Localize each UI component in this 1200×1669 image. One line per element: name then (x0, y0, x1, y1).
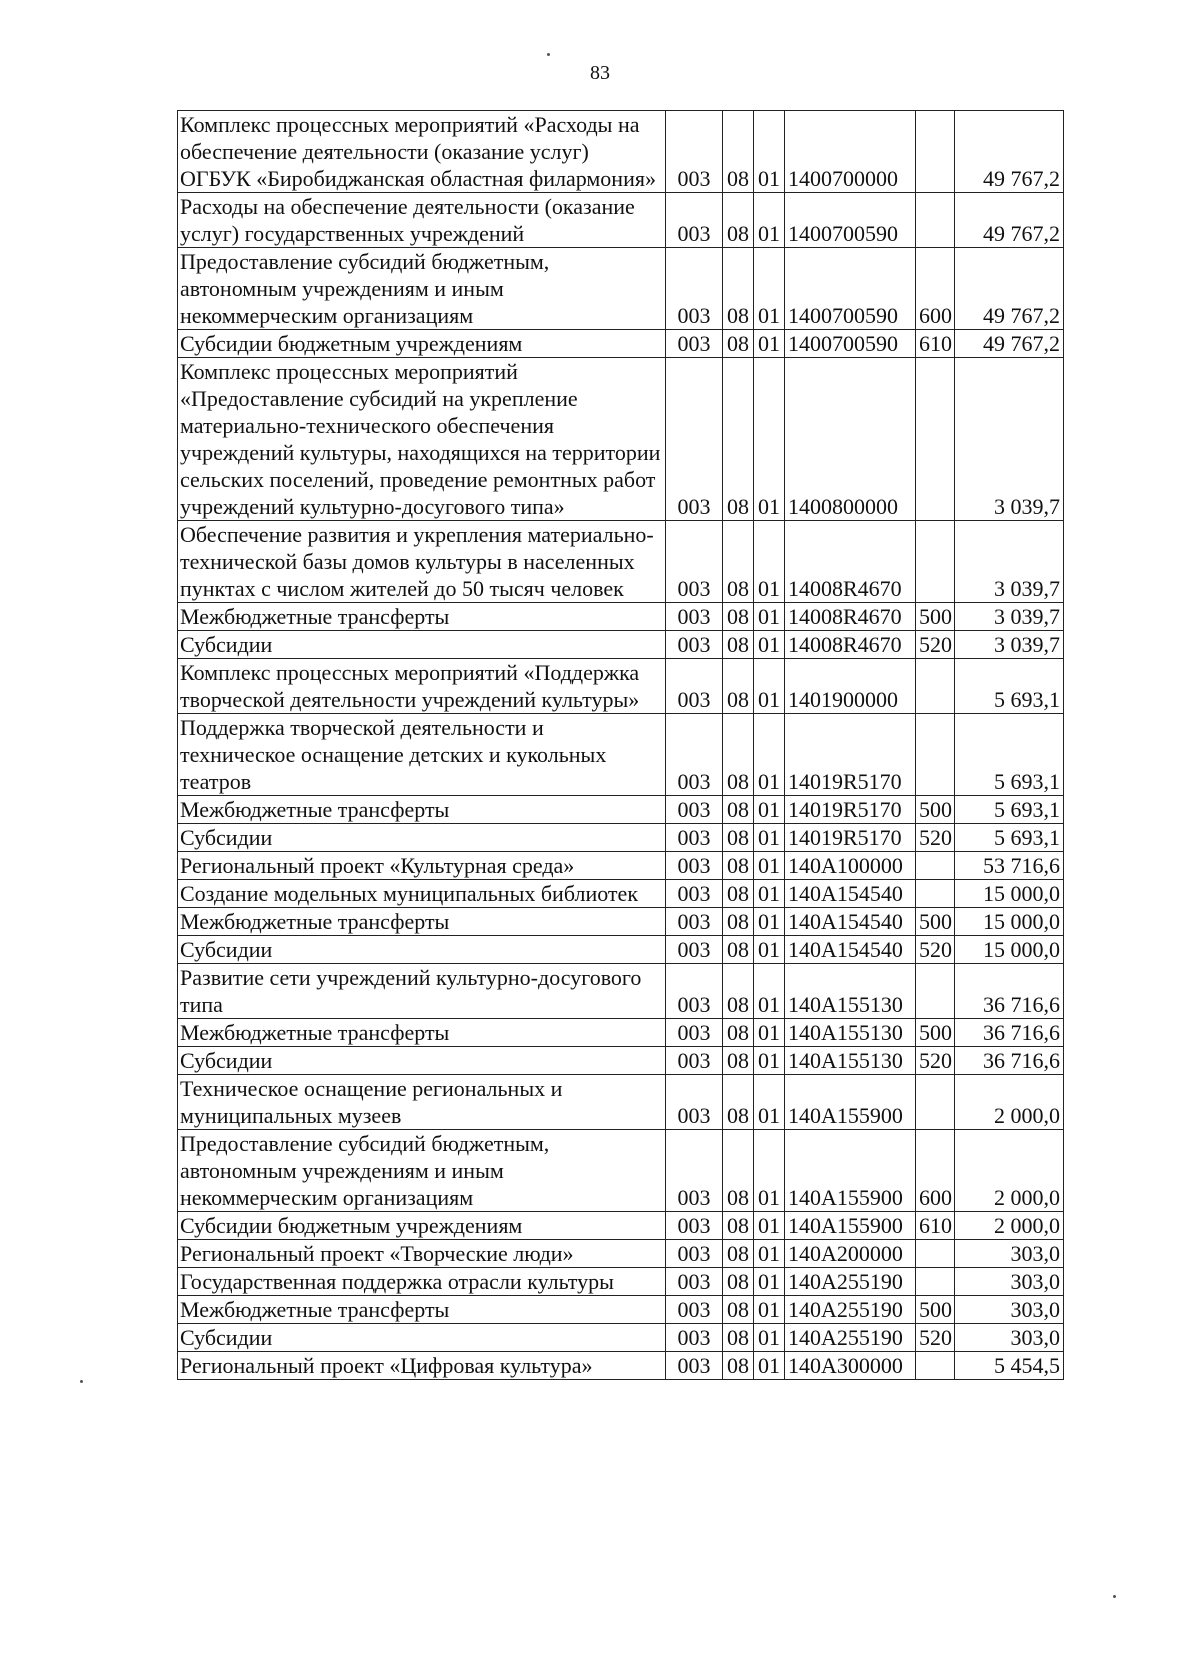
row-expense-type: 500 (916, 1296, 955, 1324)
row-subsection-code: 01 (754, 824, 785, 852)
row-section-code: 08 (723, 631, 754, 659)
row-target-article: 140A155900 (785, 1075, 916, 1130)
table-row (178, 964, 1064, 1019)
row-section-code: 08 (723, 714, 754, 796)
row-amount: 3 039,7 (955, 521, 1064, 603)
row-amount: 36 716,6 (955, 964, 1064, 1019)
row-name: Комплекс процессных мероприятий «Поддержка творческой деятельности учреждений культуры» (178, 659, 666, 714)
row-ved-code: 003 (666, 1019, 723, 1047)
row-amount: 15 000,0 (955, 880, 1064, 908)
table-row (178, 358, 1064, 521)
table-row (178, 908, 1064, 936)
row-ved-code: 003 (666, 852, 723, 880)
table-row (178, 330, 1064, 358)
table-row (178, 796, 1064, 824)
row-ved-code: 003 (666, 1324, 723, 1352)
row-ved-code: 003 (666, 521, 723, 603)
row-target-article: 14008R4670 (785, 521, 916, 603)
row-expense-type: 600 (916, 1130, 955, 1212)
row-ved-code: 003 (666, 1047, 723, 1075)
row-section-code: 08 (723, 964, 754, 1019)
row-amount: 49 767,2 (955, 193, 1064, 248)
row-subsection-code: 01 (754, 908, 785, 936)
table-row (178, 631, 1064, 659)
table-row (178, 1240, 1064, 1268)
row-subsection-code: 01 (754, 1130, 785, 1212)
row-amount: 5 693,1 (955, 824, 1064, 852)
row-target-article: 14008R4670 (785, 631, 916, 659)
row-target-article: 140A100000 (785, 852, 916, 880)
row-amount: 49 767,2 (955, 248, 1064, 330)
row-ved-code: 003 (666, 714, 723, 796)
row-name: Субсидии (178, 824, 666, 852)
row-name: Межбюджетные трансферты (178, 1296, 666, 1324)
budget-table-body (178, 111, 1064, 1380)
row-name: Субсидии (178, 631, 666, 659)
row-section-code: 08 (723, 1075, 754, 1130)
row-name: Государственная поддержка отрасли культуры (178, 1268, 666, 1296)
row-target-article: 1401900000 (785, 659, 916, 714)
table-row (178, 824, 1064, 852)
row-subsection-code: 01 (754, 1047, 785, 1075)
row-name: Региональный проект «Цифровая культура» (178, 1352, 666, 1380)
row-section-code: 08 (723, 1268, 754, 1296)
row-subsection-code: 01 (754, 936, 785, 964)
row-target-article: 140A255190 (785, 1296, 916, 1324)
row-subsection-code: 01 (754, 1212, 785, 1240)
row-name: Региональный проект «Культурная среда» (178, 852, 666, 880)
table-row (178, 852, 1064, 880)
table-row (178, 193, 1064, 248)
row-section-code: 08 (723, 1296, 754, 1324)
row-target-article: 140A154540 (785, 880, 916, 908)
row-target-article: 140A155130 (785, 1019, 916, 1047)
row-name: Предоставление субсидий бюджетным, автономным учреждениям и иным некоммерческим организациям (178, 1130, 666, 1212)
table-row (178, 1130, 1064, 1212)
row-section-code: 08 (723, 248, 754, 330)
table-row (178, 521, 1064, 603)
row-name: Межбюджетные трансферты (178, 908, 666, 936)
row-expense-type (916, 521, 955, 603)
row-subsection-code: 01 (754, 852, 785, 880)
row-amount: 3 039,7 (955, 358, 1064, 521)
row-subsection-code: 01 (754, 521, 785, 603)
row-target-article: 140A255190 (785, 1268, 916, 1296)
table-row (178, 603, 1064, 631)
row-target-article: 140A200000 (785, 1240, 916, 1268)
row-expense-type (916, 1352, 955, 1380)
row-amount: 5 693,1 (955, 796, 1064, 824)
row-name: Субсидии (178, 936, 666, 964)
row-expense-type: 500 (916, 1019, 955, 1047)
table-row (178, 880, 1064, 908)
row-expense-type: 500 (916, 603, 955, 631)
row-subsection-code: 01 (754, 330, 785, 358)
row-expense-type (916, 193, 955, 248)
row-subsection-code: 01 (754, 631, 785, 659)
row-subsection-code: 01 (754, 964, 785, 1019)
row-name: Межбюджетные трансферты (178, 796, 666, 824)
row-amount: 303,0 (955, 1240, 1064, 1268)
row-amount: 2 000,0 (955, 1075, 1064, 1130)
row-amount: 53 716,6 (955, 852, 1064, 880)
row-subsection-code: 01 (754, 193, 785, 248)
budget-table (177, 110, 1064, 1380)
row-section-code: 08 (723, 1212, 754, 1240)
row-expense-type: 520 (916, 1324, 955, 1352)
row-ved-code: 003 (666, 1240, 723, 1268)
row-ved-code: 003 (666, 1268, 723, 1296)
row-ved-code: 003 (666, 248, 723, 330)
row-amount: 49 767,2 (955, 330, 1064, 358)
row-target-article: 14019R5170 (785, 824, 916, 852)
row-name: Субсидии бюджетным учреждениям (178, 1212, 666, 1240)
row-ved-code: 003 (666, 1075, 723, 1130)
row-amount: 5 693,1 (955, 659, 1064, 714)
row-section-code: 08 (723, 936, 754, 964)
row-ved-code: 003 (666, 111, 723, 193)
row-expense-type (916, 1075, 955, 1130)
row-section-code: 08 (723, 1352, 754, 1380)
row-section-code: 08 (723, 824, 754, 852)
row-amount: 303,0 (955, 1268, 1064, 1296)
row-subsection-code: 01 (754, 248, 785, 330)
row-section-code: 08 (723, 521, 754, 603)
row-section-code: 08 (723, 603, 754, 631)
row-name: Субсидии бюджетным учреждениям (178, 330, 666, 358)
scan-speck (547, 53, 550, 56)
row-ved-code: 003 (666, 1352, 723, 1380)
row-amount: 36 716,6 (955, 1047, 1064, 1075)
row-ved-code: 003 (666, 796, 723, 824)
table-row (178, 1268, 1064, 1296)
row-name: Техническое оснащение региональных и муниципальных музеев (178, 1075, 666, 1130)
row-subsection-code: 01 (754, 714, 785, 796)
row-subsection-code: 01 (754, 603, 785, 631)
row-ved-code: 003 (666, 1296, 723, 1324)
row-name: Создание модельных муниципальных библиотек (178, 880, 666, 908)
row-ved-code: 003 (666, 330, 723, 358)
row-subsection-code: 01 (754, 796, 785, 824)
row-subsection-code: 01 (754, 1019, 785, 1047)
row-target-article: 140A155130 (785, 964, 916, 1019)
row-target-article: 14019R5170 (785, 796, 916, 824)
row-ved-code: 003 (666, 1130, 723, 1212)
row-target-article: 1400700590 (785, 330, 916, 358)
row-section-code: 08 (723, 1047, 754, 1075)
row-target-article: 1400800000 (785, 358, 916, 521)
row-amount: 15 000,0 (955, 936, 1064, 964)
row-section-code: 08 (723, 659, 754, 714)
row-target-article: 14019R5170 (785, 714, 916, 796)
row-name: Региональный проект «Творческие люди» (178, 1240, 666, 1268)
row-target-article: 140A155130 (785, 1047, 916, 1075)
row-name: Обеспечение развития и укрепления материально-технической базы домов культуры в населенных пунктах с числом жителей до 50 тысяч человек (178, 521, 666, 603)
row-subsection-code: 01 (754, 659, 785, 714)
row-subsection-code: 01 (754, 1296, 785, 1324)
row-expense-type (916, 1268, 955, 1296)
row-name: Межбюджетные трансферты (178, 603, 666, 631)
row-expense-type (916, 852, 955, 880)
row-section-code: 08 (723, 796, 754, 824)
row-name: Расходы на обеспечение деятельности (оказание услуг) государственных учреждений (178, 193, 666, 248)
row-section-code: 08 (723, 111, 754, 193)
row-expense-type: 610 (916, 1212, 955, 1240)
row-section-code: 08 (723, 1130, 754, 1212)
row-target-article: 140A154540 (785, 936, 916, 964)
table-row (178, 1296, 1064, 1324)
row-expense-type: 520 (916, 631, 955, 659)
row-expense-type (916, 964, 955, 1019)
row-amount: 5 454,5 (955, 1352, 1064, 1380)
row-name: Субсидии (178, 1047, 666, 1075)
scan-speck (80, 1380, 83, 1383)
row-target-article: 140A155900 (785, 1212, 916, 1240)
table-row (178, 1047, 1064, 1075)
row-amount: 2 000,0 (955, 1212, 1064, 1240)
row-expense-type (916, 659, 955, 714)
row-amount: 303,0 (955, 1324, 1064, 1352)
row-amount: 5 693,1 (955, 714, 1064, 796)
row-ved-code: 003 (666, 1212, 723, 1240)
row-section-code: 08 (723, 330, 754, 358)
row-target-article: 1400700000 (785, 111, 916, 193)
row-expense-type: 520 (916, 1047, 955, 1075)
row-target-article: 1400700590 (785, 248, 916, 330)
page-number: 83 (590, 62, 610, 84)
row-section-code: 08 (723, 852, 754, 880)
row-section-code: 08 (723, 1324, 754, 1352)
row-expense-type (916, 880, 955, 908)
row-section-code: 08 (723, 908, 754, 936)
row-amount: 3 039,7 (955, 631, 1064, 659)
row-amount: 49 767,2 (955, 111, 1064, 193)
table-row (178, 1352, 1064, 1380)
row-section-code: 08 (723, 1019, 754, 1047)
row-name: Субсидии (178, 1324, 666, 1352)
row-amount: 36 716,6 (955, 1019, 1064, 1047)
table-row (178, 659, 1064, 714)
row-name: Развитие сети учреждений культурно-досугового типа (178, 964, 666, 1019)
row-subsection-code: 01 (754, 1324, 785, 1352)
row-name: Комплекс процессных мероприятий «Предоставление субсидий на укрепление материально-технического обеспечения учреждений культуры, находящихся на территории сельских поселений, проведение ремонтных работ учреждений культурно-досугового типа» (178, 358, 666, 521)
table-row (178, 1212, 1064, 1240)
row-name: Предоставление субсидий бюджетным, автономным учреждениям и иным некоммерческим организациям (178, 248, 666, 330)
row-expense-type: 610 (916, 330, 955, 358)
table-row (178, 1075, 1064, 1130)
row-amount: 2 000,0 (955, 1130, 1064, 1212)
row-ved-code: 003 (666, 358, 723, 521)
table-row (178, 248, 1064, 330)
row-ved-code: 003 (666, 193, 723, 248)
row-target-article: 14008R4670 (785, 603, 916, 631)
row-expense-type: 500 (916, 908, 955, 936)
table-row (178, 1019, 1064, 1047)
row-ved-code: 003 (666, 964, 723, 1019)
row-amount: 3 039,7 (955, 603, 1064, 631)
row-subsection-code: 01 (754, 358, 785, 521)
row-target-article: 1400700590 (785, 193, 916, 248)
row-section-code: 08 (723, 1240, 754, 1268)
row-target-article: 140A255190 (785, 1324, 916, 1352)
row-expense-type: 500 (916, 796, 955, 824)
row-target-article: 140A300000 (785, 1352, 916, 1380)
row-expense-type (916, 111, 955, 193)
row-target-article: 140A154540 (785, 908, 916, 936)
row-name: Поддержка творческой деятельности и техническое оснащение детских и кукольных театров (178, 714, 666, 796)
row-ved-code: 003 (666, 603, 723, 631)
row-expense-type (916, 358, 955, 521)
row-ved-code: 003 (666, 824, 723, 852)
row-amount: 15 000,0 (955, 908, 1064, 936)
row-name: Межбюджетные трансферты (178, 1019, 666, 1047)
row-subsection-code: 01 (754, 1268, 785, 1296)
row-ved-code: 003 (666, 659, 723, 714)
scan-speck (1113, 1595, 1116, 1598)
row-amount: 303,0 (955, 1296, 1064, 1324)
table-row (178, 714, 1064, 796)
row-subsection-code: 01 (754, 880, 785, 908)
row-ved-code: 003 (666, 908, 723, 936)
row-expense-type: 520 (916, 936, 955, 964)
row-expense-type: 600 (916, 248, 955, 330)
table-row (178, 1324, 1064, 1352)
table-row (178, 936, 1064, 964)
row-section-code: 08 (723, 193, 754, 248)
row-section-code: 08 (723, 358, 754, 521)
row-subsection-code: 01 (754, 1352, 785, 1380)
row-subsection-code: 01 (754, 111, 785, 193)
row-name: Комплекс процессных мероприятий «Расходы на обеспечение деятельности (оказание услуг) ОГБУК «Биробиджанская областная филармония» (178, 111, 666, 193)
row-subsection-code: 01 (754, 1240, 785, 1268)
row-subsection-code: 01 (754, 1075, 785, 1130)
row-target-article: 140A155900 (785, 1130, 916, 1212)
row-ved-code: 003 (666, 880, 723, 908)
row-ved-code: 003 (666, 631, 723, 659)
row-section-code: 08 (723, 880, 754, 908)
row-expense-type (916, 714, 955, 796)
row-expense-type: 520 (916, 824, 955, 852)
row-ved-code: 003 (666, 936, 723, 964)
table-row (178, 111, 1064, 193)
row-expense-type (916, 1240, 955, 1268)
